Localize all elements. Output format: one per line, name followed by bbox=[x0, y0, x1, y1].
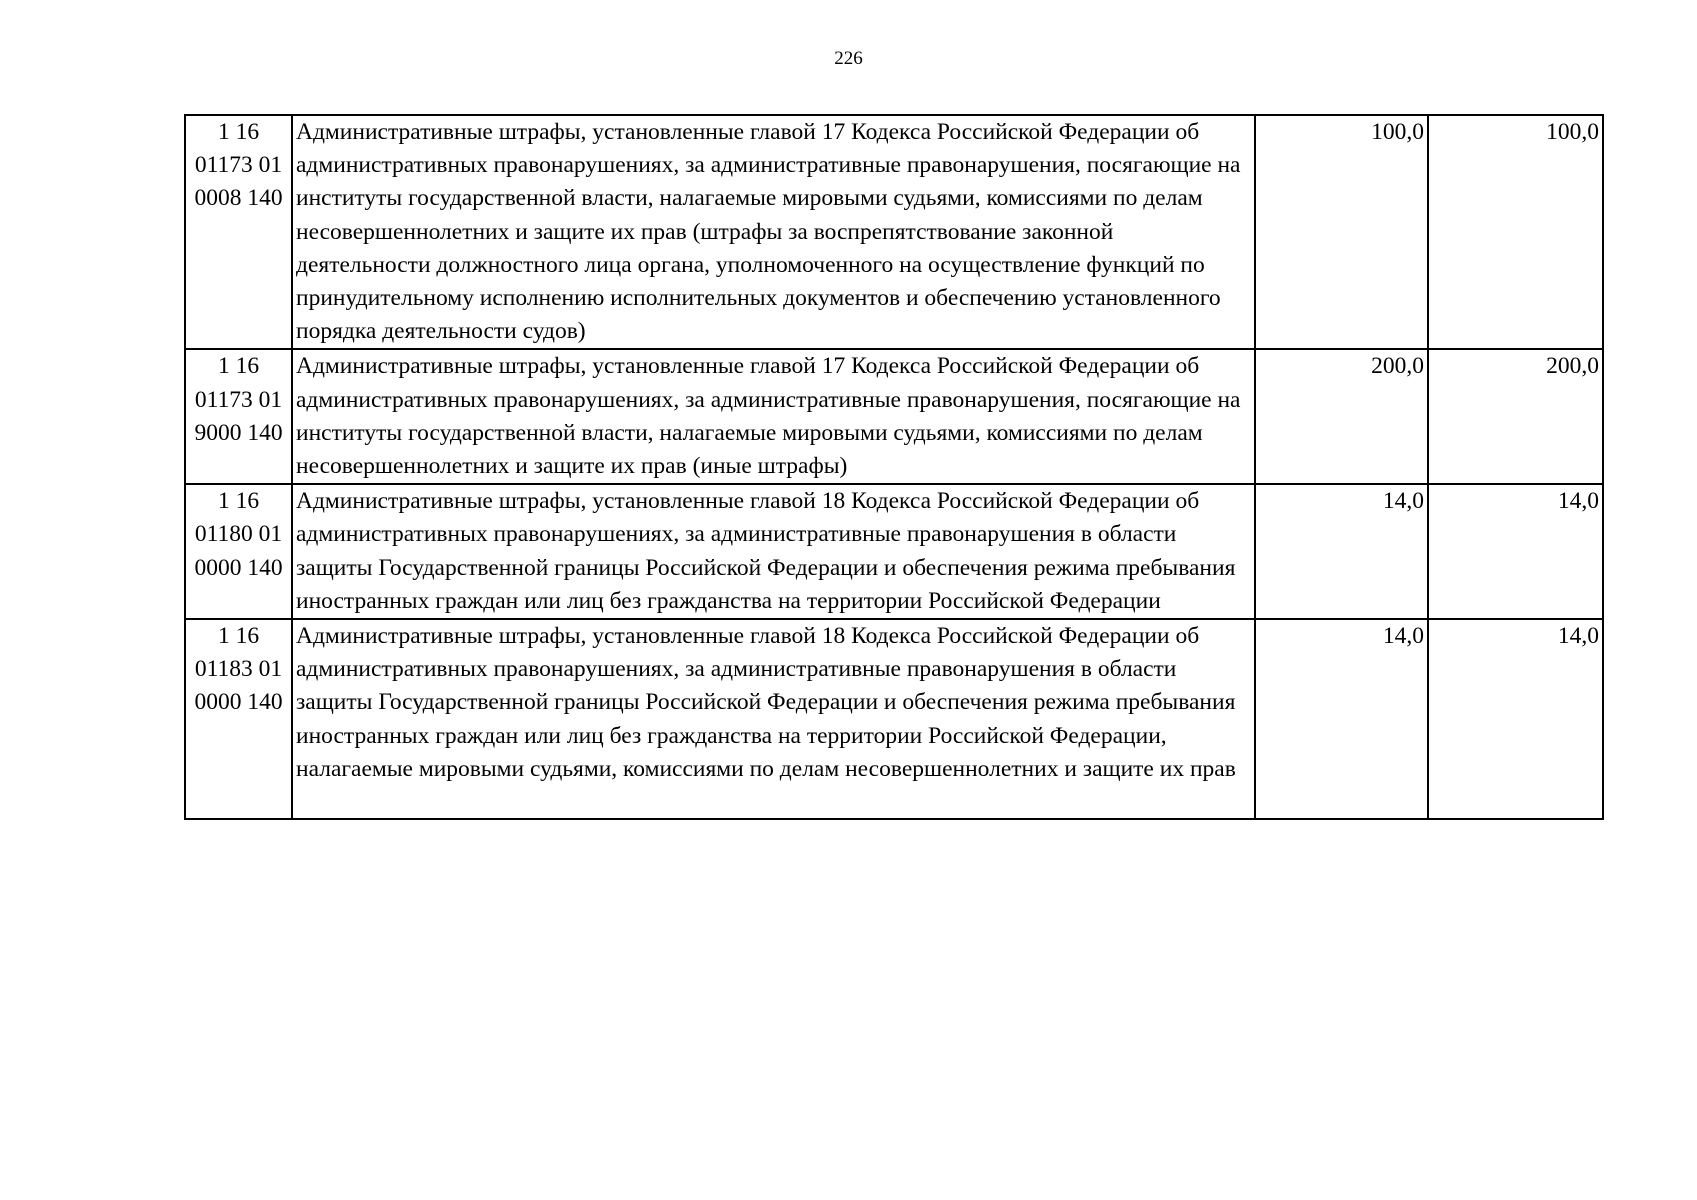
budget-code-cell bbox=[185, 115, 292, 349]
budget-code-cell bbox=[185, 349, 292, 484]
amount-cell-1: 100,0 bbox=[1255, 115, 1428, 349]
page-number: 226 bbox=[834, 48, 863, 69]
code-line: 01173 01 bbox=[194, 152, 283, 179]
code-line: 01180 01 bbox=[194, 521, 283, 548]
amount-cell-1: 200,0 bbox=[1255, 349, 1428, 484]
income-name-cell: Административные штрафы, установленные главой 17 Кодекса Российской Федерации об административных правонарушениях, за административные правонарушения, посягающие на институты государственной власти, налагаемые мировыми судьями, комиссиями по делам несовершеннолетних и защите их прав (штрафы за воспрепятствование законной деятельности должностного лица органа, уполномоченного на осуществление функций по принудительному исполнению исполнительных документов и обеспечению установленного порядка деятельности судов) bbox=[292, 115, 1255, 349]
amount-cell-2: 200,0 bbox=[1428, 349, 1603, 484]
amount-cell-1: 14,0 bbox=[1255, 619, 1428, 819]
table-row bbox=[185, 484, 1603, 619]
code-line: 1 16 bbox=[217, 353, 260, 380]
code-line: 0000 140 bbox=[194, 554, 283, 581]
code-line: 0000 140 bbox=[194, 689, 283, 716]
code-line: 1 16 bbox=[217, 488, 260, 515]
table-row bbox=[185, 115, 1603, 349]
code-line: 9000 140 bbox=[194, 419, 283, 446]
budget-code-cell bbox=[185, 619, 292, 819]
code-line: 1 16 bbox=[217, 119, 260, 145]
code-line: 0008 140 bbox=[194, 185, 283, 212]
code-line: 01173 01 bbox=[194, 386, 283, 413]
table-row bbox=[185, 349, 1603, 484]
income-name-cell: Административные штрафы, установленные главой 17 Кодекса Российской Федерации об административных правонарушениях, за административные правонарушения, посягающие на институты государственной власти, налагаемые мировыми судьями, комиссиями по делам несовершеннолетних и защите их прав (иные штрафы) bbox=[292, 349, 1255, 484]
budget-code-cell bbox=[185, 484, 292, 619]
amount-cell-1: 14,0 bbox=[1255, 484, 1428, 619]
amount-cell-2: 14,0 bbox=[1428, 484, 1603, 619]
income-name-cell: Административные штрафы, установленные главой 18 Кодекса Российской Федерации об административных правонарушениях, за административные правонарушения в области защиты Государственной границы Российской Федерации и обеспечения режима пребывания иностранных граждан или лиц без гражданства на территории Российской Федерации, налагаемые мировыми судьями, комиссиями по делам несовершеннолетних и защите их прав bbox=[292, 619, 1255, 819]
code-line: 01183 01 bbox=[194, 656, 283, 683]
income-name-cell: Административные штрафы, установленные главой 18 Кодекса Российской Федерации об административных правонарушениях, за административные правонарушения в области защиты Государственной границы Российской Федерации и обеспечения режима пребывания иностранных граждан или лиц без гражданства на территории Российской Федерации bbox=[292, 484, 1255, 619]
code-line: 1 16 bbox=[217, 623, 260, 650]
amount-cell-2: 100,0 bbox=[1428, 115, 1603, 349]
budget-table bbox=[184, 114, 1604, 820]
amount-cell-2: 14,0 bbox=[1428, 619, 1603, 819]
table-row bbox=[185, 619, 1603, 819]
